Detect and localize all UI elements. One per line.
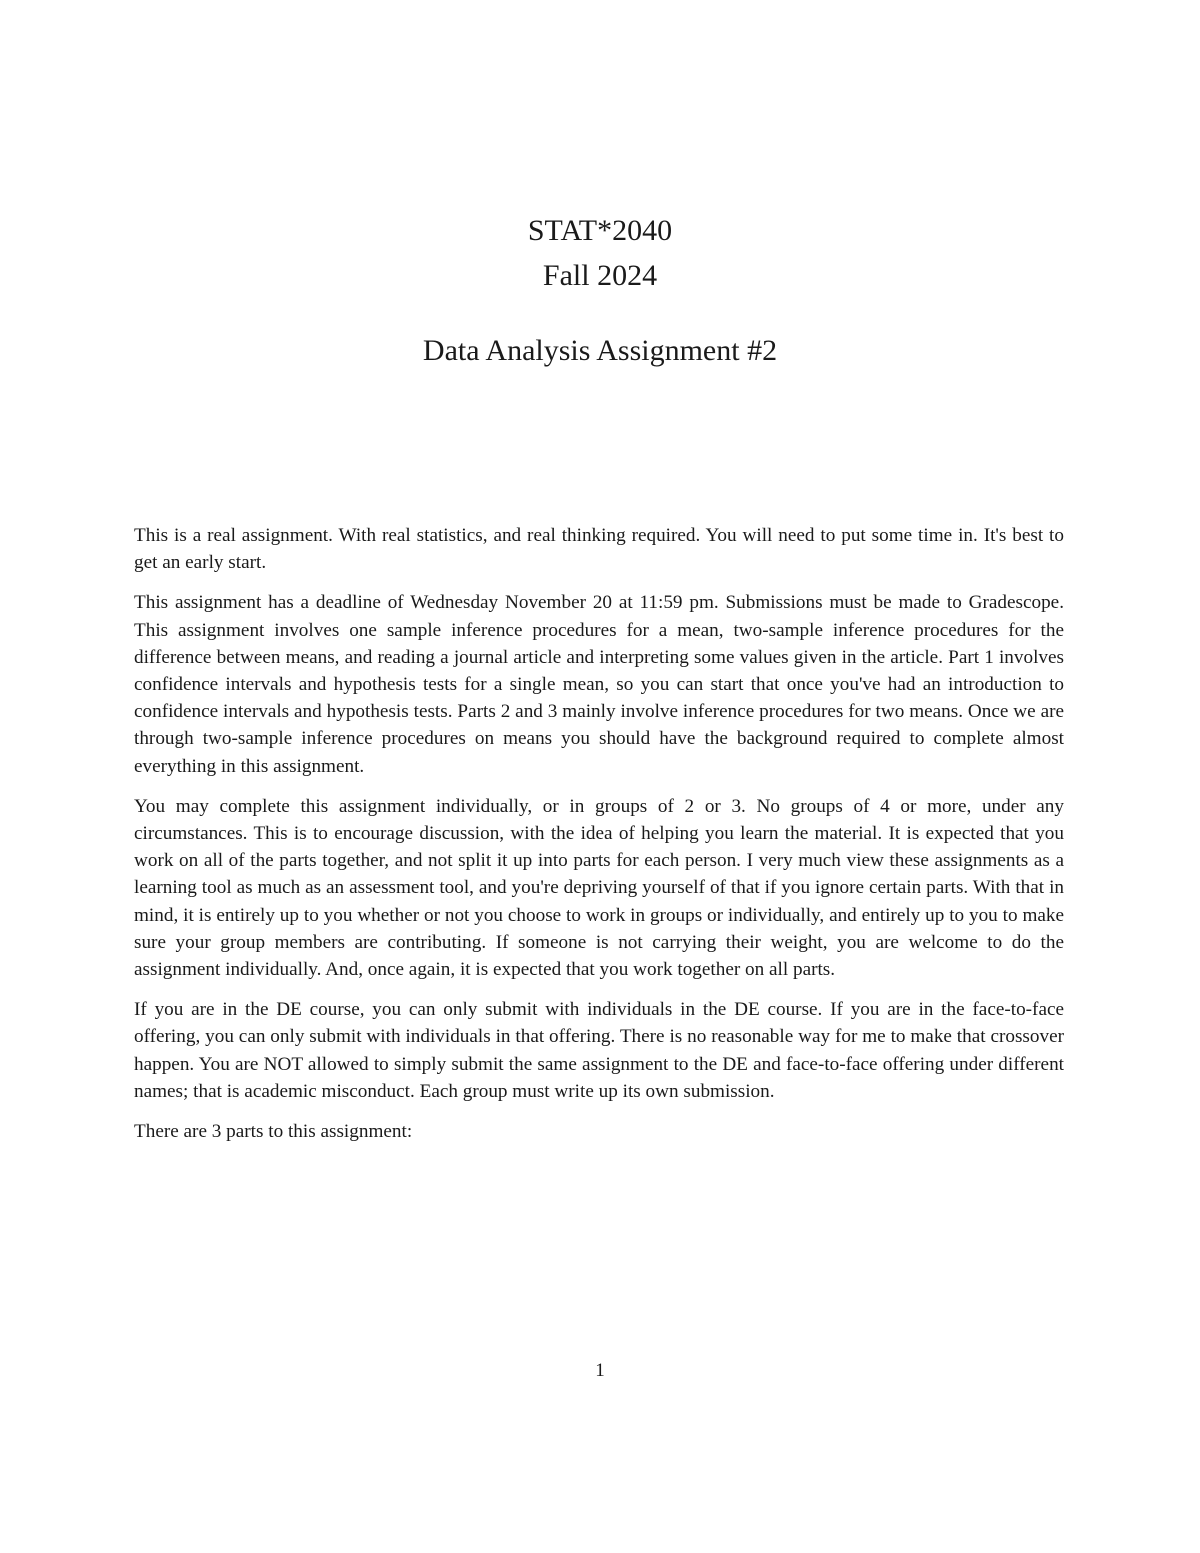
assignment-title: [0, 330, 1200, 372]
term-text: Fall 2024: [542, 259, 658, 292]
assignment-title-text: Data Analysis Assignment #2: [422, 334, 778, 367]
term: [0, 255, 1200, 297]
course-code-text: STAT*2040: [527, 214, 673, 247]
paragraph-deadline: This assignment has a deadline of Wednesday November 20 at 11:59 pm. Submissions must be made to Gradescope. This assignment involves one sample inference procedures for a mean, two-sample inference procedures for the difference between means, and reading a journal article and interpreting some values given in the article. Part 1 involves confidence intervals and hypothesis tests for a single mean, so you can start that once you've had an introduction to confidence intervals and hypothesis tests. Parts 2 and 3 mainly involve inference procedures for two means. Once we are through two-sample inference procedures on means you should have the background required to complete almost everything in this assignment.: [134, 592, 1064, 777]
paragraph-groups: You may complete this assignment individually, or in groups of 2 or 3. No groups of 4 or more, under any circumstances. This is to encourage discussion, with the idea of helping you learn the material. It is expected that you work on all of the parts together, and not split it up into parts for each person. I very much view these assignments as a learning tool as much as an assessment tool, and you're depriving yourself of that if you ignore certain parts. With that in mind, it is entirely up to you whether or not you choose to work in groups or individually, and entirely up to you to make sure your group members are contributing. If someone is not carrying their weight, you are welcome to do the assignment individually. And, once again, it is expected that you work together on all parts.: [134, 795, 1064, 981]
paragraph-offering: If you are in the DE course, you can only submit with individuals in the DE course. If you are in the face-to-face offering, you can only submit with individuals in that offering. There is no reasonable way for me to make that crossover happen. You are NOT allowed to simply submit the same assignment to the DE and face-to-face offering under different names; that is academic misconduct. Each group must write up its own submission.: [134, 999, 1064, 1102]
document-body: [134, 522, 1064, 1158]
course-code: [0, 210, 1200, 252]
paragraph-parts: There are 3 parts to this assignment:: [134, 1121, 413, 1143]
page-number: 1: [595, 1360, 605, 1381]
paragraph-intro: This is a real assignment. With real statistics, and real thinking required. You will need to put some time in. It's best to get an early start.: [134, 525, 1064, 574]
